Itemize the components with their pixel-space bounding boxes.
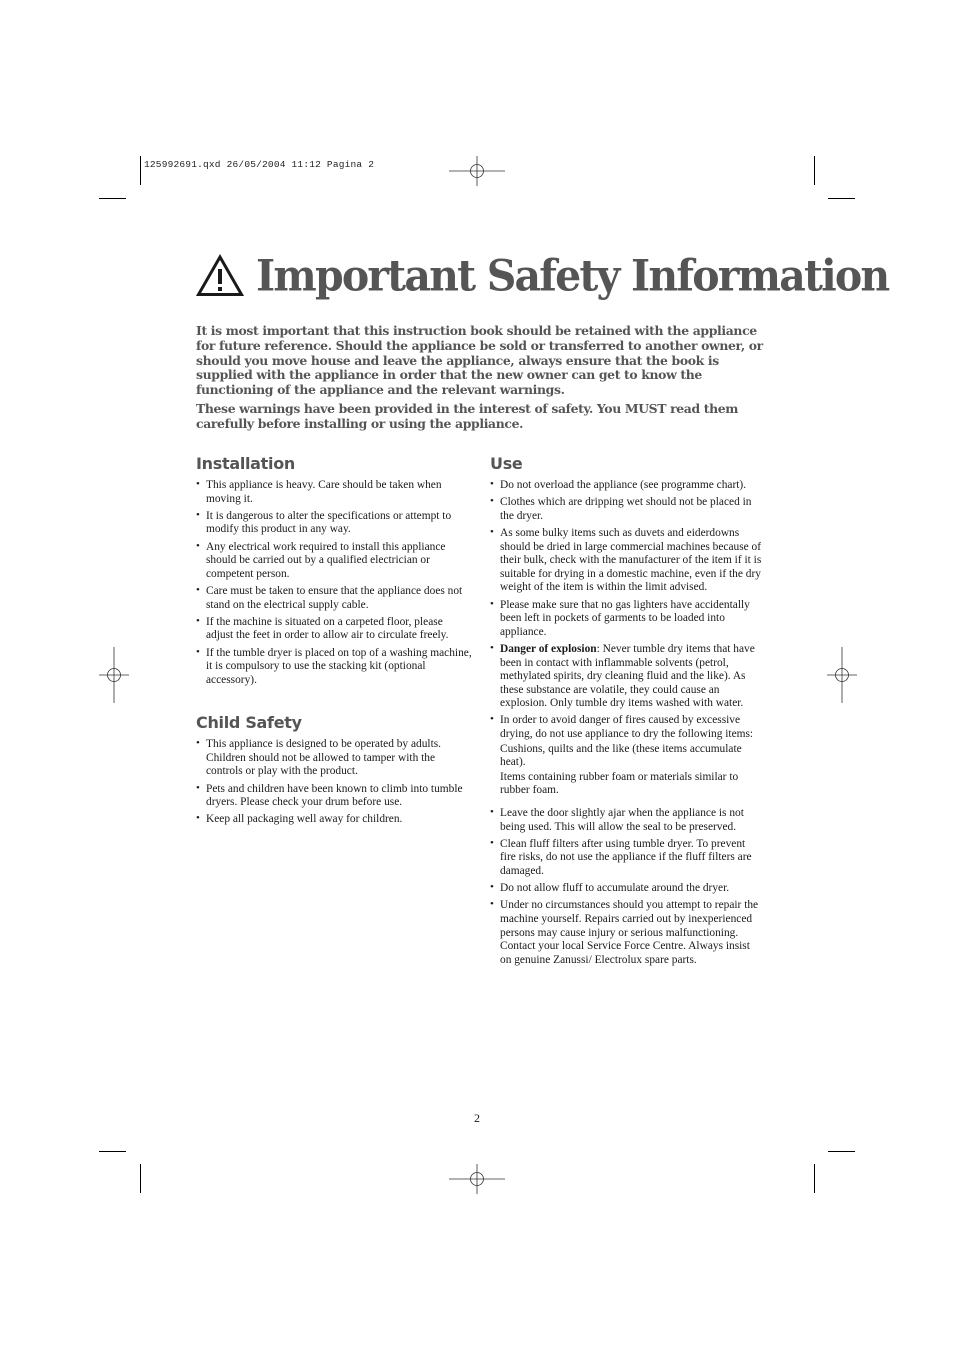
list-item: • Please make sure that no gas lighters have accidentally been left in pockets of garments to be loaded into appliance. bbox=[490, 599, 762, 640]
list-item: • Clean fluff filters after using tumble dryer. To prevent fire risks, do not use the appliance if the fluff filters are damaged. bbox=[490, 838, 762, 879]
page-header bbox=[196, 252, 888, 300]
list-item: • Care must be taken to ensure that the appliance does not stand on the electrical supply cable. bbox=[196, 585, 472, 612]
list-item: • Keep all packaging well away for children. bbox=[196, 813, 472, 827]
crop-mark-bottom-right-h bbox=[828, 1151, 855, 1152]
list-item: • Leave the door slightly ajar when the appliance is not being used. This will allow the seal to be preserved. bbox=[490, 807, 762, 834]
fire-text: In order to avoid danger of fires caused by excessive drying, do not use appliance to dry the following items: bbox=[500, 714, 754, 741]
list-item: • Do not overload the appliance (see programme chart). bbox=[490, 479, 762, 493]
page-title: Important Safety Information bbox=[256, 250, 889, 302]
fire-sub-item: Items containing rubber foam or materials similar to rubber foam. bbox=[500, 770, 739, 797]
page-number: 2 bbox=[474, 1111, 480, 1125]
installation-heading: Installation bbox=[196, 454, 295, 473]
list-item-fire bbox=[490, 714, 762, 798]
list-item: • It is dangerous to alter the specifications or attempt to modify this product in any way. bbox=[196, 510, 472, 537]
intro-warning-paragraph: These warnings have been provided in the interest of safety. You MUST read them carefully before installing or using the appliance. bbox=[196, 401, 739, 431]
list-item: • As some bulky items such as duvets and eiderdowns should be dried in large commercial machines because of their bulk, check with the manufacturer of the item if it is suitable for drying in a domestic machine, even if the dry weight of the item is within the limit advised. bbox=[490, 527, 762, 595]
right-column bbox=[490, 454, 762, 971]
crop-mark-top-left-v bbox=[140, 156, 141, 185]
list-item: • If the tumble dryer is placed on top of a washing machine, it is compulsory to use the stacking kit (optional accessory). bbox=[196, 647, 472, 688]
list-item: • If the machine is situated on a carpeted floor, please adjust the feet in order to allow air to circulate freely. bbox=[196, 616, 472, 643]
use-heading: Use bbox=[490, 454, 523, 473]
list-item-explosion bbox=[490, 643, 762, 711]
explosion-text: : Never tumble dry items that have been in contact with inflammable solvents (petrol, methylated spirits, dry cleaning fluid and the like). As these substance are volatile, they could cause an explosion. Only tumble dry items washed with water. bbox=[500, 642, 755, 710]
crop-mark-bottom-left-v bbox=[140, 1164, 141, 1193]
installation-list bbox=[196, 479, 472, 687]
crop-mark-bottom-right-v bbox=[814, 1164, 815, 1193]
list-item: • This appliance is designed to be operated by adults. Children should not be allowed to tamper with the controls or play with the product. bbox=[196, 738, 472, 779]
registration-mark-right-icon bbox=[827, 647, 857, 703]
crop-mark-top-right-h bbox=[828, 198, 855, 199]
intro-paragraph: It is most important that this instruction book should be retained with the appliance for future reference. Should the appliance be sold or transferred to another owner, or should you move house and leave the appliance, always ensure that the book is supplied with the appliance in order that the new owner can get to know the functioning of the appliance and the relevant warnings. bbox=[196, 323, 763, 398]
child-safety-heading: Child Safety bbox=[196, 713, 302, 733]
list-item: • Under no circumstances should you attempt to repair the machine yourself. Repairs carried out by inexperienced persons may cause injury or serious malfunctioning. Contact your local Service Force Centre. Always insist on genuine Zanussi/ Electrolux spare parts. bbox=[490, 899, 762, 967]
explosion-label: Danger of explosion bbox=[500, 642, 597, 655]
crop-mark-top-right-v bbox=[814, 156, 815, 185]
crop-mark-top-left-h bbox=[99, 198, 126, 199]
child-safety-list bbox=[196, 738, 472, 827]
registration-mark-bottom-icon bbox=[449, 1164, 505, 1194]
list-item: • Any electrical work required to install this appliance should be carried out by a qualified electrician or competent person. bbox=[196, 541, 472, 582]
list-item: • Do not allow fluff to accumulate around the dryer. bbox=[490, 882, 762, 896]
registration-mark-top-icon bbox=[449, 156, 505, 186]
list-item: • Pets and children have been known to climb into tumble dryers. Please check your drum before use. bbox=[196, 783, 472, 810]
registration-mark-left-icon bbox=[99, 647, 129, 703]
warning-triangle-icon bbox=[196, 254, 244, 298]
left-column bbox=[196, 454, 472, 831]
list-item: • Clothes which are dripping wet should not be placed in the dryer. bbox=[490, 496, 762, 523]
fire-sub-item: Cushions, quilts and the like (these items accumulate heat). bbox=[500, 742, 742, 769]
use-list bbox=[490, 479, 762, 967]
crop-mark-bottom-left-h bbox=[99, 1151, 126, 1152]
print-slug: 125992691.qxd 26/05/2004 11:12 Pagina 2 bbox=[144, 159, 375, 170]
list-item: • This appliance is heavy. Care should be taken when moving it. bbox=[196, 479, 472, 506]
